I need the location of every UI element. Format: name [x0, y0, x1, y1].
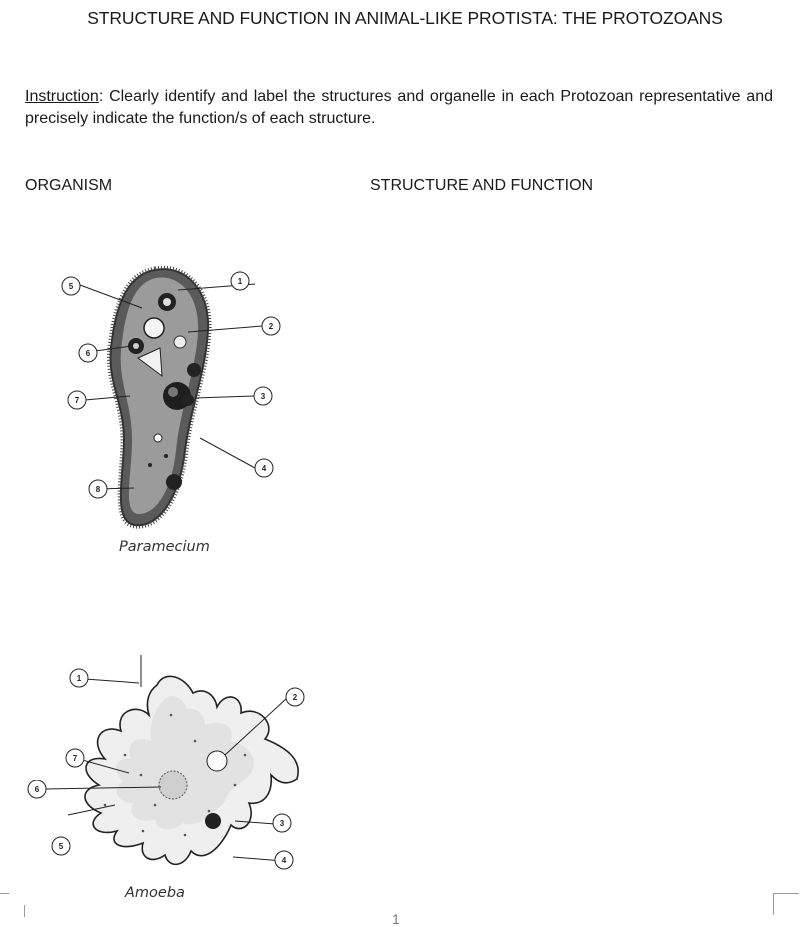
amoeba-caption: Amoeba	[125, 885, 185, 901]
instruction-label: Instruction	[25, 88, 99, 105]
svg-text:2: 2	[292, 693, 298, 702]
callout-3	[254, 387, 272, 405]
callout-5	[52, 837, 70, 855]
svg-text:1: 1	[237, 277, 243, 286]
callout-1	[70, 669, 88, 687]
page-corner-mark-left	[24, 905, 25, 917]
page-corner-mark-right-h	[773, 893, 799, 894]
paramecium-diagram	[50, 260, 300, 535]
amoeba-diagram	[45, 655, 315, 885]
paramecium-caption: Paramecium	[119, 539, 210, 555]
svg-text:4: 4	[261, 464, 267, 473]
callout-6	[79, 344, 97, 362]
page-number: 1	[392, 911, 400, 927]
svg-text:8: 8	[95, 485, 101, 494]
callout-5	[62, 277, 80, 295]
page-corner-mark-left-top	[0, 893, 9, 894]
page-title: STRUCTURE AND FUNCTION IN ANIMAL-LIKE PROTISTA: THE PROTOZOANS	[87, 8, 723, 28]
svg-text:7: 7	[74, 396, 80, 405]
callout-4	[255, 459, 273, 477]
callout-3	[273, 814, 291, 832]
svg-text:3: 3	[260, 392, 266, 401]
svg-text:2: 2	[268, 322, 274, 331]
svg-text:5: 5	[58, 842, 64, 851]
callout-4	[275, 851, 293, 869]
organism-column-heading: ORGANISM	[25, 177, 113, 194]
amoeba-callout-6-marker	[26, 780, 48, 802]
svg-text:6: 6	[85, 349, 91, 358]
page-corner-mark-right-v	[773, 893, 774, 915]
svg-text:7: 7	[72, 754, 78, 763]
svg-text:1: 1	[76, 674, 82, 683]
callout-7	[66, 749, 84, 767]
svg-text:4: 4	[281, 856, 287, 865]
instruction-text: : Clearly identify and label the structures and organelle in each Protozoan representative and precisely indicate the function/s of each structure.	[25, 88, 773, 127]
callout-7	[68, 391, 86, 409]
svg-text:6: 6	[34, 785, 40, 794]
callout-2	[262, 317, 280, 335]
callout-8	[89, 480, 107, 498]
callout-1	[231, 272, 249, 290]
svg-text:5: 5	[68, 282, 74, 291]
svg-text:3: 3	[279, 819, 285, 828]
structure-function-column-heading: STRUCTURE AND FUNCTION	[370, 177, 594, 194]
callout-2	[286, 688, 304, 706]
instruction-paragraph	[25, 86, 773, 130]
